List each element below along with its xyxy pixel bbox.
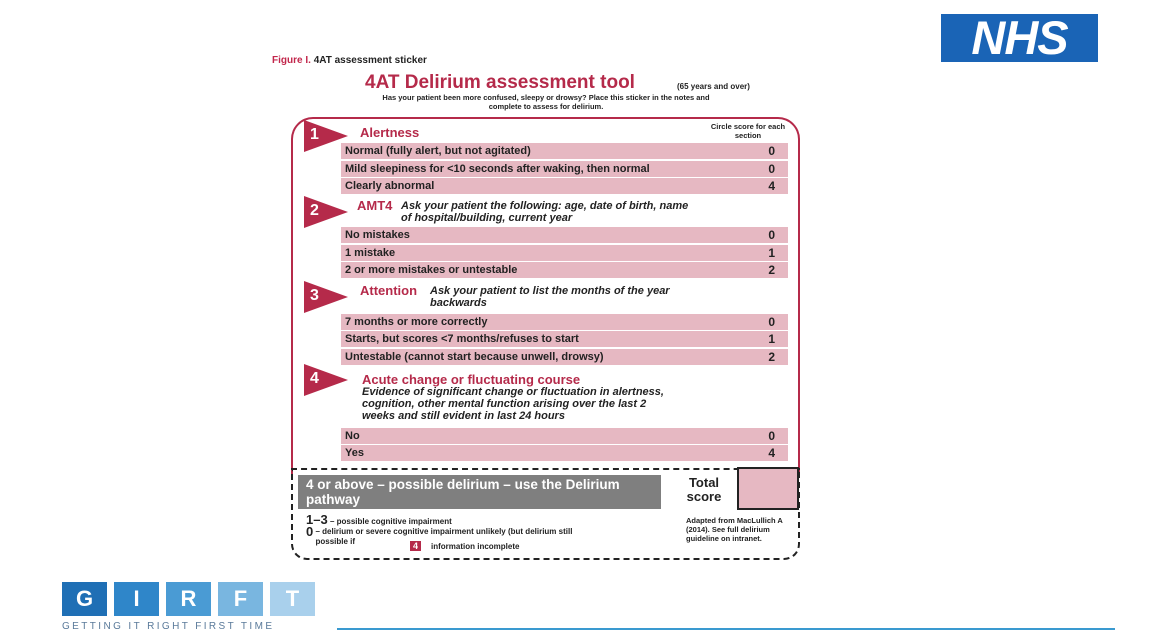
row-score[interactable]: 0 bbox=[768, 315, 775, 329]
s3-row-3[interactable] bbox=[341, 349, 788, 365]
row-label: 7 months or more correctly bbox=[345, 316, 488, 328]
circle-score-note: Circle score for each section bbox=[710, 122, 786, 140]
girft-letter-r: R bbox=[166, 582, 211, 616]
row-label: Yes bbox=[345, 447, 364, 459]
figure-caption-text: 4AT assessment sticker bbox=[313, 55, 427, 66]
row-label: No mistakes bbox=[345, 229, 410, 241]
section-2-title: AMT4 bbox=[357, 198, 393, 213]
row-score[interactable]: 4 bbox=[768, 179, 775, 193]
girft-letter-t: T bbox=[270, 582, 315, 616]
s4-row-1[interactable] bbox=[341, 428, 788, 444]
section-4-desc: Evidence of significant change or fluctuation in alertness, cognition, other mental function arising over the last 2 weeks and still evident in last 24 hours bbox=[362, 386, 664, 422]
section-4-badge: 4 bbox=[410, 541, 421, 551]
s1-row-1[interactable] bbox=[341, 143, 788, 159]
section-2-number: 2 bbox=[310, 202, 319, 219]
s1-row-3[interactable] bbox=[341, 178, 788, 194]
total-score-label bbox=[680, 476, 728, 504]
section-4-number: 4 bbox=[310, 370, 319, 387]
section-3-marker bbox=[304, 281, 348, 313]
row-label: Normal (fully alert, but not agitated) bbox=[345, 145, 531, 157]
row-score[interactable]: 2 bbox=[768, 263, 775, 277]
girft-letter-f: F bbox=[218, 582, 263, 616]
section-3-desc: Ask your patient to list the months of the year backwards bbox=[430, 285, 670, 309]
figure-label: Figure I. bbox=[272, 55, 311, 66]
row-score[interactable]: 0 bbox=[768, 144, 775, 158]
section-3-title: Attention bbox=[360, 283, 418, 298]
s2-row-3[interactable] bbox=[341, 262, 788, 278]
nhs-logo: NHS bbox=[941, 14, 1098, 62]
age-note: (65 years and over) bbox=[677, 82, 750, 91]
row-label: Clearly abnormal bbox=[345, 180, 435, 192]
row-score[interactable]: 2 bbox=[768, 350, 775, 364]
section-4-marker bbox=[304, 364, 348, 396]
adapted-note: Adapted from MacLullich A (2014). See full delirium guideline on intranet. bbox=[686, 516, 783, 543]
row-score[interactable]: 1 bbox=[768, 246, 775, 260]
girft-letter-i: I bbox=[114, 582, 159, 616]
figure-caption bbox=[272, 55, 427, 66]
section-4-title: Acute change or fluctuating course bbox=[362, 372, 581, 387]
form-title: 4AT Delirium assessment tool bbox=[365, 72, 635, 93]
s4-row-2[interactable] bbox=[341, 445, 788, 461]
section-3-number: 3 bbox=[310, 287, 319, 304]
intro-text: Has your patient been more confused, sleepy or drowsy? Place this sticker in the notes and complete to assess for delirium. bbox=[382, 93, 710, 111]
row-label: 1 mistake bbox=[345, 247, 396, 259]
row-score[interactable]: 1 bbox=[768, 332, 775, 346]
range-0-tail: information incomplete bbox=[431, 542, 520, 551]
section-2-desc: Ask your patient the following: age, date of birth, name of hospital/building, current year bbox=[401, 200, 689, 224]
row-score[interactable]: 4 bbox=[768, 446, 775, 460]
s3-row-2[interactable] bbox=[341, 331, 788, 347]
row-label: Mild sleepiness for <10 seconds after waking, then normal bbox=[345, 163, 650, 175]
range-1-3: 1–3 bbox=[306, 512, 328, 527]
s1-row-2[interactable] bbox=[341, 161, 788, 177]
row-score[interactable]: 0 bbox=[768, 429, 775, 443]
row-score[interactable]: 0 bbox=[768, 162, 775, 176]
total-score-text: Total score bbox=[686, 475, 722, 504]
range-0-text: – delirium or severe cognitive impairment unlikely (but delirium still possible if bbox=[315, 527, 573, 546]
girft-letter-g: G bbox=[62, 582, 107, 616]
delirium-pathway-banner: 4 or above – possible delirium – use the Delirium pathway bbox=[298, 475, 661, 509]
s3-row-1[interactable] bbox=[341, 314, 788, 330]
girft-tagline: GETTING IT RIGHT FIRST TIME bbox=[62, 621, 275, 632]
row-score[interactable]: 0 bbox=[768, 228, 775, 242]
range-1-3-text: – possible cognitive impairment bbox=[329, 517, 452, 526]
row-label: Starts, but scores <7 months/refuses to start bbox=[345, 333, 579, 345]
row-label: Untestable (cannot start because unwell, drowsy) bbox=[345, 351, 604, 363]
section-1-title: Alertness bbox=[360, 125, 420, 140]
s2-row-2[interactable] bbox=[341, 245, 788, 261]
total-score-box[interactable] bbox=[737, 467, 799, 510]
footer-divider bbox=[337, 628, 1115, 630]
range-0: 0 bbox=[306, 524, 314, 539]
s2-row-1[interactable] bbox=[341, 227, 788, 243]
section-2-marker bbox=[304, 196, 348, 228]
legend-range-0 bbox=[306, 524, 577, 551]
legend-range-1-3 bbox=[306, 512, 452, 527]
row-label: No bbox=[345, 430, 360, 442]
row-label: 2 or more mistakes or untestable bbox=[345, 264, 518, 276]
section-1-number: 1 bbox=[310, 126, 319, 143]
